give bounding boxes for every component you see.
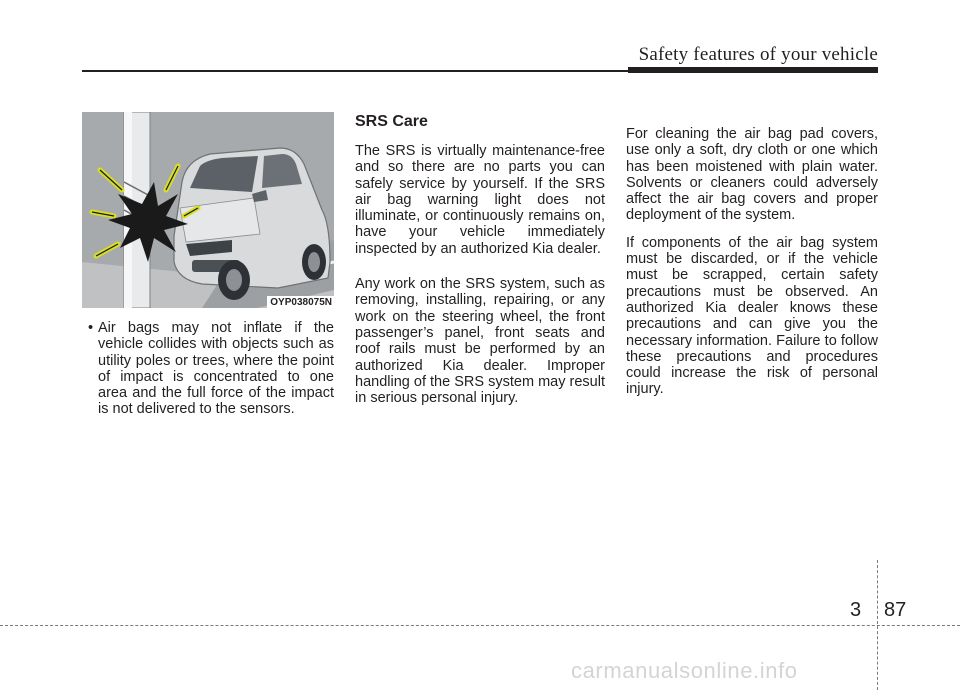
- watermark: carmanualsonline.info: [571, 658, 798, 683]
- paragraph: The SRS is virtually maintenance-free and so there are no parts you can safely service by yourself. If the SRS air bag warning light does not illuminate, or continuously remains on, have your vehicle immediately inspected by an authorized Kia dealer.: [355, 143, 605, 257]
- section-heading: SRS Care: [355, 113, 428, 130]
- column-middle: [355, 112, 605, 406]
- header-rule-accent: [628, 67, 878, 73]
- footer-rule: [0, 625, 960, 626]
- bullet-mark: •: [88, 320, 94, 336]
- car-pole-impact-illustration: [82, 112, 334, 308]
- paragraph: For cleaning the air bag pad covers, use only a soft, dry cloth or one which has been moistened with plain water. Solvents or cleaners could adversely affect the air bag covers and proper deployment of the system.: [626, 126, 878, 224]
- chapter-number: 3: [850, 599, 862, 621]
- column-left: [84, 320, 334, 418]
- bullet-text: Air bags may not inflate if the vehicle collides with objects such as utility poles or trees, where the point of impact is concentrated to one area and the full force of the impact is not delivered to the sensors.: [98, 320, 334, 418]
- bullet-item: [84, 320, 334, 418]
- footer-divider: [877, 560, 878, 690]
- figure-code: OYP038075N: [267, 296, 334, 308]
- page-number: 87: [884, 599, 907, 621]
- figure-car-pole-impact: [82, 112, 334, 308]
- column-right: [626, 126, 878, 398]
- paragraph: If components of the air bag system must be discarded, or if the vehicle must be scrapped, certain safety precautions must be observed. An authorized Kia dealer knows these precautions and can give you the necessary information. Failure to follow these precautions and procedures could increase the risk of personal injury.: [626, 234, 878, 398]
- paragraph: Any work on the SRS system, such as removing, installing, repairing, or any work on the steering wheel, the front passenger’s panel, front seats and roof rails must be performed by an authorized Kia dealer. Improper handling of the SRS system may result in serious personal injury.: [355, 276, 605, 407]
- header-title: Safety features of your vehicle: [638, 44, 878, 65]
